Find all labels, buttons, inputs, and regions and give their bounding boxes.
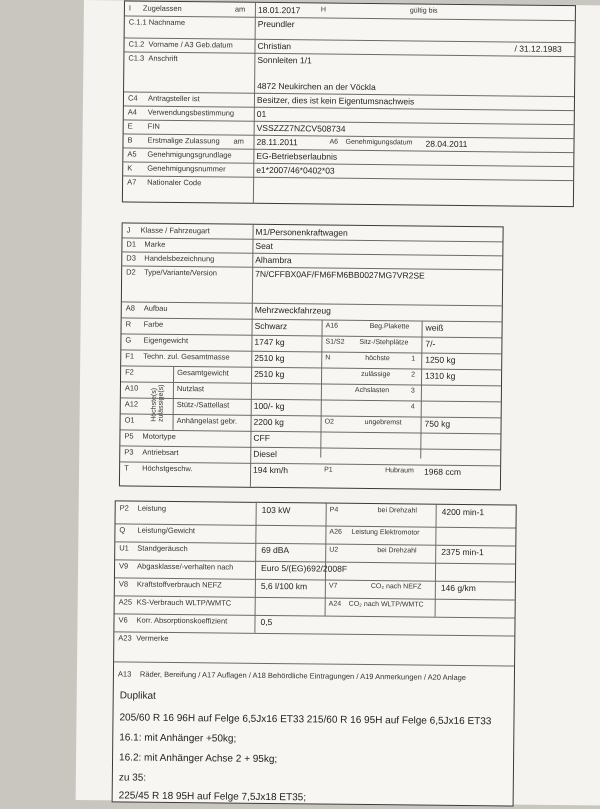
field-label: Leistung [137,503,167,513]
fuel-type: Diesel [253,448,277,460]
field-code: V8 [118,579,129,589]
field-label: Standgeräusch [137,543,188,554]
field-label: Eigengewicht [143,335,189,346]
field-code: A12 [124,399,139,409]
field-label: Räder, Bereifung / A17 Auflagen / A18 Behördliche Eintragungen / A19 Anmerkungen / A20 Anlage [139,669,467,683]
approval-number: e1*2007/46*0402*03 [256,164,335,176]
seats: 7/- [425,338,436,349]
field-code: C.1.1 [128,17,147,27]
axle-number: 1 [411,355,416,363]
field-code: G [125,335,132,345]
emission-class: Euro 5/(EG)692/2008F [261,562,348,574]
field-code: N [325,354,331,362]
field-label: FIN [147,121,160,131]
owner-section [122,0,576,207]
field-label: Techn. zul. Gesamtmasse [143,351,230,362]
field-code: A13 [117,669,132,679]
field-label: höchste [365,354,390,363]
displacement: 1968 ccm [424,466,461,477]
field-label: bei Drehzahl [377,507,418,515]
field-label: Genehmigungsdatum [345,138,413,147]
field-label: ungebremst [364,418,402,427]
remark-line: 205/60 R 16 96H auf Felge 6,5Jx16 ET33 215/60 R 16 95H auf Felge 6,5Jx16 ET33 [119,712,492,728]
co2-emission: 146 g/km [440,582,476,594]
field-label: Stütz-/Sattellast [176,399,230,410]
body-type: Mehrzweckfahrzeug [254,304,331,316]
field-code: C4 [127,93,138,103]
field-label: Abgasklasse/-verhalten nach [137,561,234,572]
field-code: A5 [127,149,137,159]
axle-load-1: 1250 kg [425,354,456,365]
field-label: Vermerke [136,633,169,643]
registration-document [76,0,600,806]
field-label: Zugelassen [142,3,182,14]
field-label: zulässige [361,370,391,379]
axle-load-2: 1310 kg [425,370,456,381]
engine-type: CFF [253,432,271,443]
field-code: A16 [325,322,339,330]
field-code: P4 [329,506,339,514]
remark-line: 225/45 R 18 95H auf Felge 7,5Jx18 ET35; [118,790,307,804]
field-label: Sitz-/Stehplätze [359,338,409,347]
field-label: Nationaler Code [147,177,202,188]
field-label: Hubraum [385,467,414,475]
field-label: Aufbau [143,303,168,313]
registration-date: 18.01.2017 [257,4,301,16]
axle-number: 4 [410,403,415,411]
top-speed: 194 km/h [253,464,289,476]
field-code: V9 [119,561,129,571]
field-code: B [127,135,133,145]
vin: VSSZZZ7NZCV508734 [256,122,346,134]
color: Schwarz [254,320,288,332]
noise-rpm: 2375 min-1 [441,546,484,558]
field-label: Antragsteller ist [147,93,200,104]
field-code: R [125,319,132,329]
field-label: Erstmalige Zulassung [147,135,220,146]
field-label: Höchstgeschw. [142,463,193,474]
trailer-load-braked: 2200 kg [253,416,284,428]
field-code: F2 [125,367,134,377]
field-label: Genehmigungsnummer [147,163,226,174]
remark-line: 16.2: mit Anhänger Achse 2 + 95kg; [119,752,278,766]
field-label: Gesamtgewicht [177,367,229,378]
usage-code: 01 [256,108,267,119]
field-code: A10 [124,383,139,393]
field-label: CO₂ nach NEFZ [370,583,422,591]
remark-line: zu 35: [118,772,147,784]
sticker-color: weiß [425,322,444,333]
field-sublabel: am [234,4,246,14]
field-code: E [127,121,133,131]
field-code: P2 [119,503,129,513]
field-label: Nutzlast [176,383,205,394]
remark-line: 16.1: mit Anhänger +50kg; [119,732,237,745]
remark-line: Duplikat [119,690,156,702]
surname: Preundler [257,18,295,30]
field-label: Anhängelast gebr. [176,415,238,426]
address-street: Sonnleiten 1/1 [257,54,312,66]
field-label: Genehmigungsgrundlage [147,149,232,160]
approval-basis: EG-Betriebserlaubnis [256,150,338,162]
field-label: KS-Verbrauch WLTP/WMTC [136,597,232,608]
field-code: D2 [126,267,136,277]
absorption-coefficient: 0,5 [260,616,273,628]
field-label: Antriebsart [142,447,179,458]
field-label: Leistung/Gewicht [137,525,196,536]
field-code: D1 [126,239,137,249]
field-code: S1/S2 [325,338,345,346]
field-code: A6 [329,138,339,146]
field-code: C1.2 [128,39,145,49]
field-label: Marke [144,239,166,249]
field-label: Korr. Absorptionskoeffizient [136,615,228,626]
support-load: 100/- kg [253,400,285,412]
vehicle-section [119,222,504,490]
row-raeder [114,661,514,693]
field-label: Achslasten [354,386,390,395]
field-code: A7 [127,177,137,187]
field-label: Farbe [143,319,164,329]
first-registration-date: 28.11.2011 [256,136,298,148]
field-label: CO₂ nach WLTP/WMTC [348,600,424,609]
field-code: K [127,163,133,173]
fuel-consumption: 5,6 l/100 km [260,580,308,592]
field-code: V7 [328,582,338,590]
field-code: A8 [125,303,136,313]
field-sublabel: am [233,136,244,146]
birth-date: / 31.12.1983 [514,43,562,55]
field-code: U2 [329,546,339,554]
field-code: A25 [118,597,133,607]
axle-number: 3 [410,387,415,395]
field-code: T [124,463,129,473]
field-code: C1.3 [128,53,145,63]
row-hoechstgeschw [120,461,500,487]
field-code: H [320,6,327,14]
power: 103 kW [261,504,291,516]
field-label: Vorname / A3 Geb.datum [148,39,233,50]
field-label: Beg.Plakette [369,323,410,331]
field-code: O1 [124,415,135,425]
trade-name: Alhambra [255,254,292,266]
vertical-label: Höchste(s) zulässige(s) [150,384,165,422]
field-label: Type/Variante/Version [144,267,218,278]
vehicle-class: M1/Personenkraftwagen [255,226,348,238]
noise-level: 69 dBA [261,544,290,556]
technical-section [112,500,517,806]
field-code: A4 [127,107,138,117]
field-code: P3 [124,447,134,457]
field-code: O2 [324,418,334,426]
axle-number: 2 [411,371,416,379]
field-code: V6 [118,615,128,625]
row-type [122,265,502,306]
field-label: Motortype [142,431,176,441]
field-code: D3 [126,253,136,263]
field-code: A26 [329,528,342,536]
field-label: Anschrift [148,53,178,63]
field-label: Klasse / Fahrzeugart [140,225,210,236]
approval-date: 28.04.2011 [425,138,468,150]
field-label: Nachname [148,17,186,28]
first-name: Christian [257,40,292,52]
applicant-status: Besitzer, dies ist kein Eigentumsnachweis [256,94,415,107]
max-mass: 2510 kg [254,352,285,364]
gross-weight: 2510 kg [254,368,285,380]
field-code: Q [119,525,126,535]
field-code: U1 [119,543,129,553]
field-label: Kraftstoffverbrauch NEFZ [136,579,222,590]
power-rpm: 4200 min-1 [441,506,485,518]
brand: Seat [255,240,273,251]
field-label: gültig bis [409,7,438,15]
field-label: Leistung Elektromotor [351,528,420,537]
field-label: Handelsbezeichnung [144,253,215,264]
field-code: P5 [124,431,134,441]
trailer-load-unbraked: 750 kg [424,418,451,429]
field-code: I [128,3,132,13]
field-code: A23 [118,633,132,643]
field-code: F1 [125,351,135,361]
field-code: A24 [328,600,342,608]
curb-weight: 1747 kg [254,336,285,348]
address-city: 4872 Neukirchen an der Vöckla [257,80,376,93]
type-variant-version: 7N/CFFBX0AF/FM6FM6BB0027MG7VR2SE [255,268,425,281]
field-code: P1 [324,466,333,474]
field-label: bei Drehzahl [377,547,417,555]
field-label: Verwendungsbestimmung [147,107,235,118]
field-code: J [126,225,131,235]
